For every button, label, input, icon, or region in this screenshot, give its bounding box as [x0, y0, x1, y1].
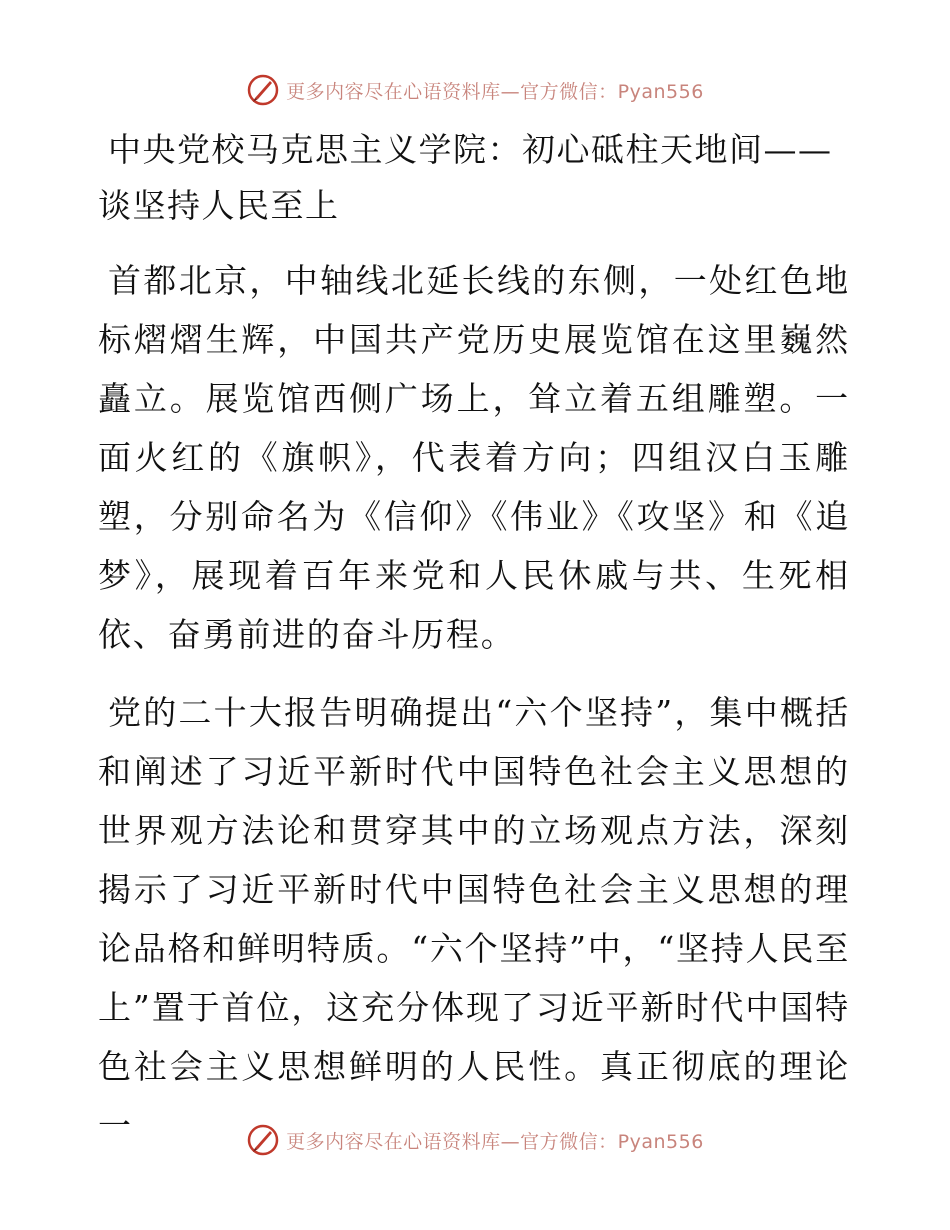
watermark-text: 更多内容尽在心语资料库—官方微信：Pyan556: [286, 80, 704, 103]
document-body: [98, 122, 850, 1155]
paragraph-1: 首都北京，中轴线北延长线的东侧，一处红色地标熠熠生辉，中国共产党历史展览馆在这里巍然矗立。展览馆西侧广场上，耸立着五组雕塑。一面火红的《旗帜》，代表着方向；四组汉白玉雕塑，分别命名为《信仰》《伟业》《攻坚》和《追梦》，展现着百年来党和人民休戚与共、生死相依、奋勇前进的奋斗历程。: [98, 261, 850, 654]
quill-pen-logo-icon: [246, 1123, 280, 1157]
paragraph-2: 党的二十大报告明确提出“六个坚持”，集中概括和阐述了习近平新时代中国特色社会主义思想的世界观方法论和贯穿其中的立场观点方法，深刻揭示了习近平新时代中国特色社会主义思想的理论品格和鲜明特质。“六个坚持”中，“坚持人民至上”置于首位，这充分体现了习近平新时代中国特色社会主义思想鲜明的人民性。真正彻底的理论一: [98, 693, 851, 1145]
quill-pen-logo-icon: [246, 73, 280, 107]
document-title: 中央党校马克思主义学院：初心砥柱天地间——谈坚持人民至上: [98, 130, 833, 225]
header-watermark: [0, 70, 950, 110]
footer-watermark: [0, 1120, 950, 1160]
watermark-text: 更多内容尽在心语资料库—官方微信：Pyan556: [286, 1130, 704, 1153]
